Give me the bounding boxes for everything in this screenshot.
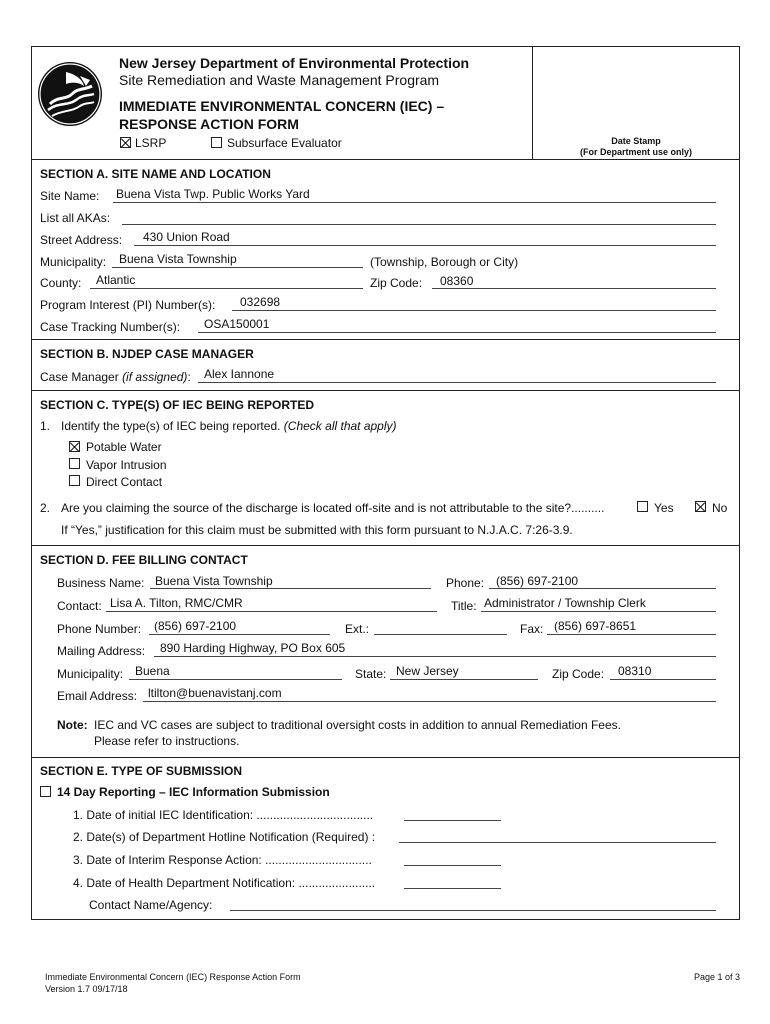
health-department-date-field[interactable] xyxy=(404,888,501,889)
hotline-notification-date-label: 2. Date(s) of Department Hotline Notification (Required) : xyxy=(73,830,376,844)
footer-form-name: Immediate Environmental Concern (IEC) Response Action Form xyxy=(45,972,301,982)
contact-agency-label: Contact Name/Agency: xyxy=(89,898,213,912)
vapor-intrusion-label: Vapor Intrusion xyxy=(86,458,167,472)
business-name-field[interactable]: Buena Vista Township xyxy=(155,574,273,588)
question-2-note: If “Yes,” justification for this claim must be submitted with this form pursuant to N.J.A.C. 7:26-3.9. xyxy=(61,523,573,537)
section-b-title: SECTION B. NJDEP CASE MANAGER xyxy=(40,347,254,361)
municipality-field[interactable]: Buena Vista Township xyxy=(119,252,237,266)
section-d-title: SECTION D. FEE BILLING CONTACT xyxy=(40,553,248,567)
offsite-no-label: No xyxy=(712,501,728,515)
interim-response-date-field[interactable] xyxy=(404,865,501,866)
phone-number-field[interactable]: (856) 697-2100 xyxy=(154,619,237,633)
case-manager-label: Case Manager (if assigned): xyxy=(40,370,191,384)
business-name-label: Business Name: xyxy=(57,576,145,590)
contact-field[interactable]: Lisa A. Tilton, RMC/CMR xyxy=(110,596,243,610)
question-1-text: Identify the type(s) of IEC being reported. (Check all that apply) xyxy=(61,419,397,433)
phone-label: Phone: xyxy=(446,576,485,590)
pi-number-label: Program Interest (PI) Number(s): xyxy=(40,298,216,312)
health-department-date-label: 4. Date of Health Department Notification: ....................... xyxy=(73,876,376,890)
direct-contact-label: Direct Contact xyxy=(86,475,163,489)
program-name: Site Remediation and Waste Management Program xyxy=(119,72,440,88)
subsurface-evaluator-label: Subsurface Evaluator xyxy=(227,136,342,150)
hotline-notification-date-field[interactable] xyxy=(399,842,716,843)
form-title-line1: IMMEDIATE ENVIRONMENTAL CONCERN (IEC) – xyxy=(119,98,445,114)
question-1-number: 1. xyxy=(40,419,51,433)
section-c-title: SECTION C. TYPE(S) OF IEC BEING REPORTED xyxy=(40,398,315,412)
form-title-line2: RESPONSE ACTION FORM xyxy=(119,116,299,132)
zip-code-label: Zip Code: xyxy=(370,276,423,290)
street-address-label: Street Address: xyxy=(40,233,123,247)
fourteen-day-reporting-label: 14 Day Reporting – IEC Information Submission xyxy=(57,785,330,799)
question-2-number: 2. xyxy=(40,501,51,515)
note-label: Note: xyxy=(57,718,88,732)
vapor-intrusion-checkbox[interactable] xyxy=(69,458,80,469)
street-address-field[interactable]: 430 Union Road xyxy=(143,230,230,244)
municipality-label: Municipality: xyxy=(40,255,107,269)
case-tracking-label: Case Tracking Number(s): xyxy=(40,320,181,334)
d-zip-code-label: Zip Code: xyxy=(552,667,605,681)
date-stamp-label: Date Stamp xyxy=(611,136,661,146)
date-stamp-note: (For Department use only) xyxy=(579,147,692,157)
akas-label: List all AKAs: xyxy=(40,211,111,225)
phone-number-label: Phone Number: xyxy=(57,622,142,636)
case-tracking-field[interactable]: OSA150001 xyxy=(204,317,270,331)
njdep-logo-icon xyxy=(36,60,104,128)
note-line-2: Please refer to instructions. xyxy=(94,734,240,748)
d-municipality-label: Municipality: xyxy=(57,667,124,681)
footer-page-number: Page 1 of 3 xyxy=(693,972,740,982)
question-2-text: Are you claiming the source of the discharge is located off-site and is not attributable to the site?.......... xyxy=(61,501,605,515)
iec-identification-date-field[interactable] xyxy=(404,820,501,821)
potable-water-checkbox[interactable] xyxy=(69,441,80,452)
contact-agency-field[interactable] xyxy=(230,910,716,911)
section-a-title: SECTION A. SITE NAME AND LOCATION xyxy=(40,167,271,181)
county-field[interactable]: Atlantic xyxy=(96,273,136,287)
state-label: State: xyxy=(355,667,387,681)
pi-number-field[interactable]: 032698 xyxy=(240,295,281,309)
state-field[interactable]: New Jersey xyxy=(396,664,459,678)
email-field[interactable]: ltilton@buenavistanj.com xyxy=(148,686,282,700)
lsrp-label: LSRP xyxy=(135,136,167,150)
offsite-no-checkbox[interactable] xyxy=(695,501,706,512)
fax-label: Fax: xyxy=(520,622,544,636)
contact-label: Contact: xyxy=(57,599,102,613)
interim-response-date-label: 3. Date of Interim Response Action: ................................ xyxy=(73,853,372,867)
note-line-1: IEC and VC cases are subject to traditional oversight costs in addition to annual Remediation Fees. xyxy=(94,718,621,732)
offsite-yes-checkbox[interactable] xyxy=(637,501,648,512)
divider xyxy=(31,757,740,758)
divider xyxy=(31,390,740,391)
mailing-address-label: Mailing Address: xyxy=(57,644,146,658)
offsite-yes-label: Yes xyxy=(654,501,674,515)
mailing-address-field[interactable]: 890 Harding Highway, PO Box 605 xyxy=(160,641,346,655)
zip-code-field[interactable]: 08360 xyxy=(440,274,474,288)
section-e-title: SECTION E. TYPE OF SUBMISSION xyxy=(40,764,243,778)
iec-identification-date-label: 1. Date of initial IEC Identification: ................................... xyxy=(73,808,374,822)
municipality-note: (Township, Borough or City) xyxy=(370,255,519,269)
lsrp-checkbox[interactable] xyxy=(120,137,131,148)
fourteen-day-reporting-checkbox[interactable] xyxy=(40,786,51,797)
title-label: Title: xyxy=(451,599,477,613)
phone-field[interactable]: (856) 697-2100 xyxy=(496,574,579,588)
fax-field[interactable]: (856) 697-8651 xyxy=(554,619,637,633)
county-label: County: xyxy=(40,276,82,290)
title-field[interactable]: Administrator / Township Clerk xyxy=(484,596,646,610)
subsurface-evaluator-checkbox[interactable] xyxy=(211,137,222,148)
ext-label: Ext.: xyxy=(345,622,370,636)
potable-water-label: Potable Water xyxy=(86,440,162,454)
d-municipality-field[interactable]: Buena xyxy=(135,664,170,678)
case-manager-field[interactable]: Alex Iannone xyxy=(204,367,275,381)
email-label: Email Address: xyxy=(57,689,138,703)
org-name: New Jersey Department of Environmental Protection xyxy=(119,55,470,71)
d-zip-code-field[interactable]: 08310 xyxy=(618,664,652,678)
footer-version: Version 1.7 09/17/18 xyxy=(45,984,128,994)
site-name-label: Site Name: xyxy=(40,189,100,203)
site-name-field[interactable]: Buena Vista Twp. Public Works Yard xyxy=(116,187,310,201)
divider xyxy=(31,339,740,340)
divider xyxy=(31,545,740,546)
direct-contact-checkbox[interactable] xyxy=(69,475,80,486)
